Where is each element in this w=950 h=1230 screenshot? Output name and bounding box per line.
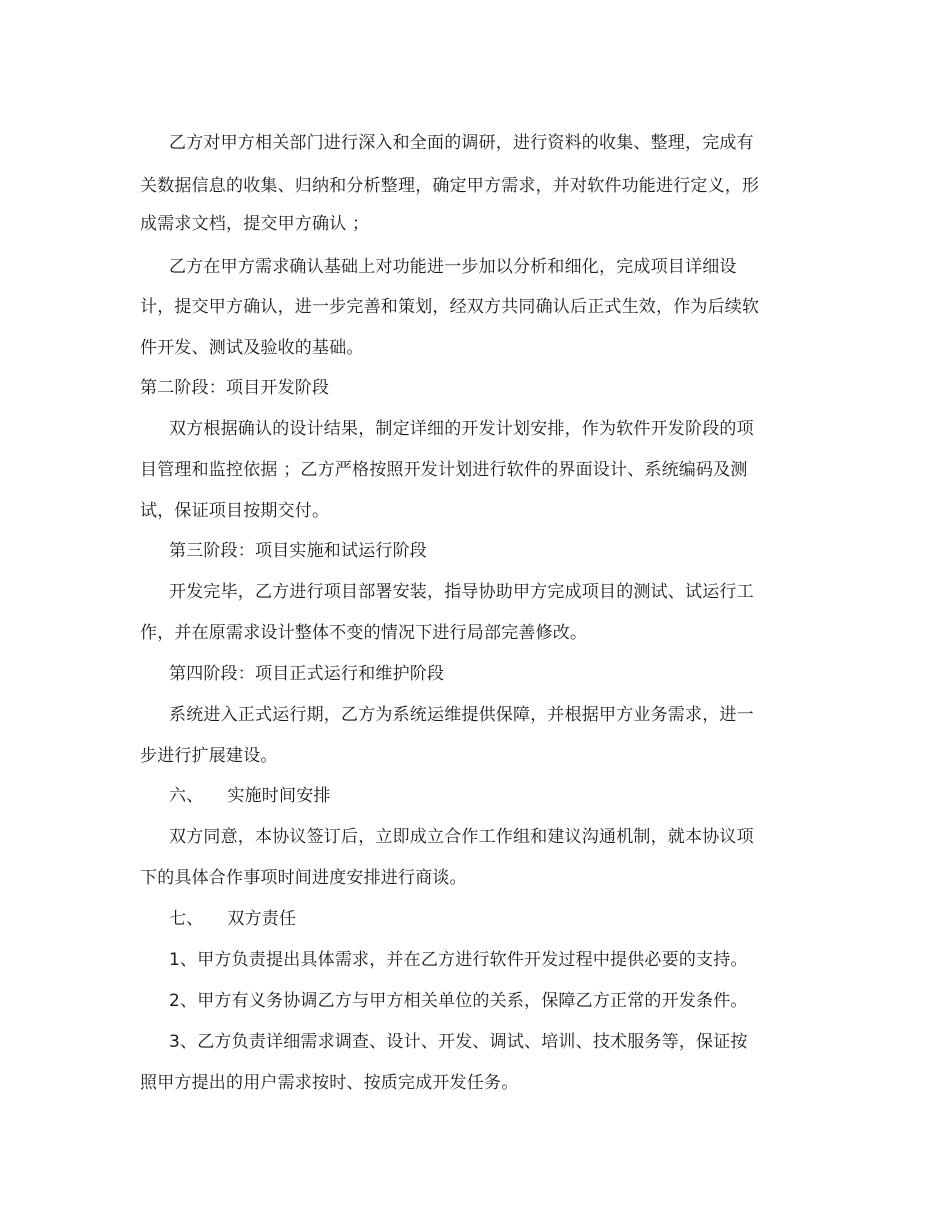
section-heading-seven — [169, 908, 296, 930]
paragraph-line: 双方同意，本协议签订后，立即成立合作工作组和建议沟通机制，就本协议项 — [169, 827, 754, 847]
paragraph-line: 步进行扩展建设。 — [140, 746, 278, 766]
list-item: 1、甲方负责提出具体需求，并在乙方进行软件开发过程中提供必要的支持。 — [169, 950, 748, 970]
section-number: 七、 — [169, 909, 204, 929]
section-title: 双方责任 — [227, 909, 297, 929]
paragraph-line: 件开发、测试及验收的基础。 — [140, 338, 364, 358]
paragraph-line: 计，提交甲方确认，进一步完善和策划，经双方共同确认后正式生效，作为后续软 — [140, 297, 760, 317]
paragraph-line: 乙方对甲方相关部门进行深入和全面的调研，进行资料的收集、整理，完成有 — [169, 133, 754, 153]
paragraph-line: 目管理和监控依据 ；乙方严格按照开发计划进行软件的界面设计、系统编码及测 — [140, 460, 748, 480]
paragraph-line: 乙方在甲方需求确认基础上对功能进一步加以分析和细化，完成项目详细设 — [169, 257, 737, 277]
paragraph-line: 试，保证项目按期交付。 — [140, 501, 330, 521]
phase-heading: 第四阶段：项目正式运行和维护阶段 — [169, 664, 445, 684]
list-item: 3、乙方负责详细需求调查、设计、开发、调试、培训、技术服务等，保证按 — [169, 1032, 748, 1052]
paragraph-line: 下的具体合作事项时间进度安排进行商谈。 — [140, 868, 467, 888]
phase-heading: 第三阶段：项目实施和试运行阶段 — [169, 541, 427, 561]
paragraph-line: 开发完毕，乙方进行项目部署安装，指导协助甲方完成项目的测试、试运行工 — [169, 582, 754, 602]
paragraph-line: 系统进入正式运行期，乙方为系统运维提供保障，并根据甲方业务需求，进一 — [169, 705, 754, 725]
section-heading-six — [169, 785, 331, 807]
section-number: 六、 — [169, 786, 204, 806]
paragraph-line: 关数据信息的收集、归纳和分析整理，确定甲方需求，并对软件功能进行定义，形 — [140, 176, 760, 196]
paragraph-line: 照甲方提出的用户需求按时、按质完成开发任务。 — [140, 1073, 519, 1093]
paragraph-line: 成需求文档，提交甲方确认 ； — [140, 214, 370, 234]
phase-heading: 第二阶段：项目开发阶段 — [140, 378, 330, 398]
section-title: 实施时间安排 — [227, 786, 331, 806]
paragraph-line: 双方根据确认的设计结果，制定详细的开发计划安排，作为软件开发阶段的项 — [169, 419, 754, 439]
list-item: 2、甲方有义务协调乙方与甲方相关单位的关系，保障乙方正常的开发条件。 — [169, 991, 748, 1011]
paragraph-line: 作，并在原需求设计整体不变的情况下进行局部完善修改。 — [140, 623, 588, 643]
